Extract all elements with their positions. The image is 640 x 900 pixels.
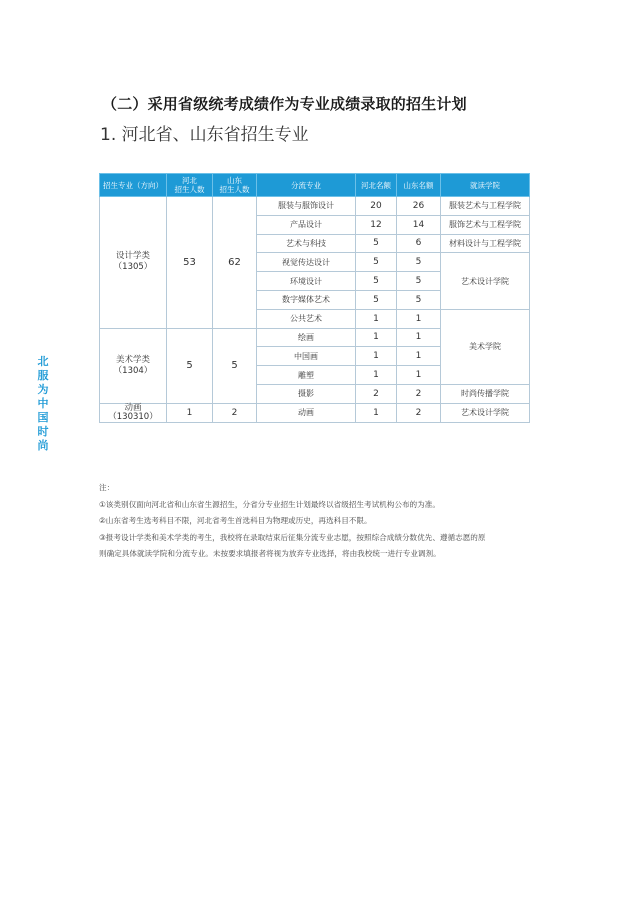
shandong-quota-cell: 5 — [397, 290, 441, 309]
hebei-quota-cell: 5 — [356, 253, 397, 272]
college-cell: 美术学院 — [441, 309, 530, 384]
shandong-quota-cell: 1 — [397, 328, 441, 347]
hebei-quota-cell: 1 — [356, 366, 397, 385]
shandong-quota-cell: 14 — [397, 215, 441, 234]
branch-cell: 摄影 — [257, 384, 356, 403]
branch-cell: 公共艺术 — [257, 309, 356, 328]
table-row — [100, 197, 530, 216]
section-title: （二）采用省级统考成绩作为专业成绩录取的招生计划 — [102, 95, 467, 113]
hebei-quota-cell: 12 — [356, 215, 397, 234]
shandong-quota-cell: 2 — [397, 403, 441, 422]
shandong-quota-cell: 1 — [397, 366, 441, 385]
shandong-total-cell: 2 — [213, 403, 257, 422]
major-cell: 美术学类 （1304） — [100, 328, 167, 403]
shandong-quota-cell: 6 — [397, 234, 441, 253]
shandong-quota-cell: 2 — [397, 384, 441, 403]
header-major: 招生专业（方向） — [100, 174, 167, 197]
branch-cell: 数字媒体艺术 — [257, 290, 356, 309]
major-cell: 设计学类 （1305） — [100, 197, 167, 329]
hebei-quota-cell: 1 — [356, 347, 397, 366]
hebei-quota-cell: 20 — [356, 197, 397, 216]
branch-cell: 产品设计 — [257, 215, 356, 234]
sub-title: 1. 河北省、山东省招生专业 — [100, 125, 309, 145]
shandong-quota-cell: 26 — [397, 197, 441, 216]
note-item: ①该类别仅面向河北省和山东省生源招生，分省分专业招生计划最终以省级招生考试机构公布的为准。 — [99, 499, 440, 509]
hebei-quota-cell: 1 — [356, 403, 397, 422]
college-cell: 艺术设计学院 — [441, 403, 530, 422]
header-shandong-quota: 山东名额 — [397, 174, 441, 197]
header-college: 就读学院 — [441, 174, 530, 197]
hebei-quota-cell: 5 — [356, 272, 397, 291]
branch-cell: 环境设计 — [257, 272, 356, 291]
hebei-total-cell: 5 — [167, 328, 213, 403]
enrollment-plan-table — [99, 173, 530, 423]
hebei-total-cell: 1 — [167, 403, 213, 422]
header-hebei-enroll: 河北 招生人数 — [167, 174, 213, 197]
note-item: 则确定具体就读学院和分流专业。未按要求填报者将视为放弃专业选择，将由我校统一进行专业调剂。 — [99, 549, 441, 558]
college-cell: 材料设计与工程学院 — [441, 234, 530, 253]
branch-cell: 服装与服饰设计 — [257, 197, 356, 216]
college-cell: 服饰艺术与工程学院 — [441, 215, 530, 234]
college-cell: 艺术设计学院 — [441, 253, 530, 309]
college-cell: 服装艺术与工程学院 — [441, 197, 530, 216]
branch-cell: 艺术与科技 — [257, 234, 356, 253]
hebei-quota-cell: 2 — [356, 384, 397, 403]
shandong-total-cell: 62 — [213, 197, 257, 329]
table-header-row — [100, 174, 530, 197]
college-cell: 时尚传播学院 — [441, 384, 530, 403]
branch-cell: 动画 — [257, 403, 356, 422]
branch-cell: 绘画 — [257, 328, 356, 347]
hebei-quota-cell: 1 — [356, 309, 397, 328]
header-branch: 分流专业 — [257, 174, 356, 197]
note-item: ③报考设计学类和美术学类的考生，我校将在录取结束后征集分流专业志愿，按照综合成绩分数优先、遵循志愿的原 — [99, 532, 486, 542]
notes-heading: 注： — [99, 483, 115, 492]
notes-block — [99, 480, 539, 563]
header-shandong-enroll: 山东 招生人数 — [213, 174, 257, 197]
branch-cell: 视觉传达设计 — [257, 253, 356, 272]
shandong-quota-cell: 5 — [397, 253, 441, 272]
shandong-quota-cell: 5 — [397, 272, 441, 291]
side-label: 北服为中国时尚 — [37, 355, 49, 452]
hebei-total-cell: 53 — [167, 197, 213, 329]
header-hebei-quota: 河北名额 — [356, 174, 397, 197]
branch-cell: 中国画 — [257, 347, 356, 366]
major-cell: 动画 （130310） — [100, 403, 167, 422]
note-item: ②山东省考生选考科目不限，河北省考生首选科目为物理或历史，再选科目不限。 — [99, 516, 372, 525]
table-row — [100, 403, 530, 422]
hebei-quota-cell: 5 — [356, 290, 397, 309]
shandong-quota-cell: 1 — [397, 347, 441, 366]
hebei-quota-cell: 5 — [356, 234, 397, 253]
branch-cell: 雕塑 — [257, 366, 356, 385]
hebei-quota-cell: 1 — [356, 328, 397, 347]
shandong-quota-cell: 1 — [397, 309, 441, 328]
shandong-total-cell: 5 — [213, 328, 257, 403]
